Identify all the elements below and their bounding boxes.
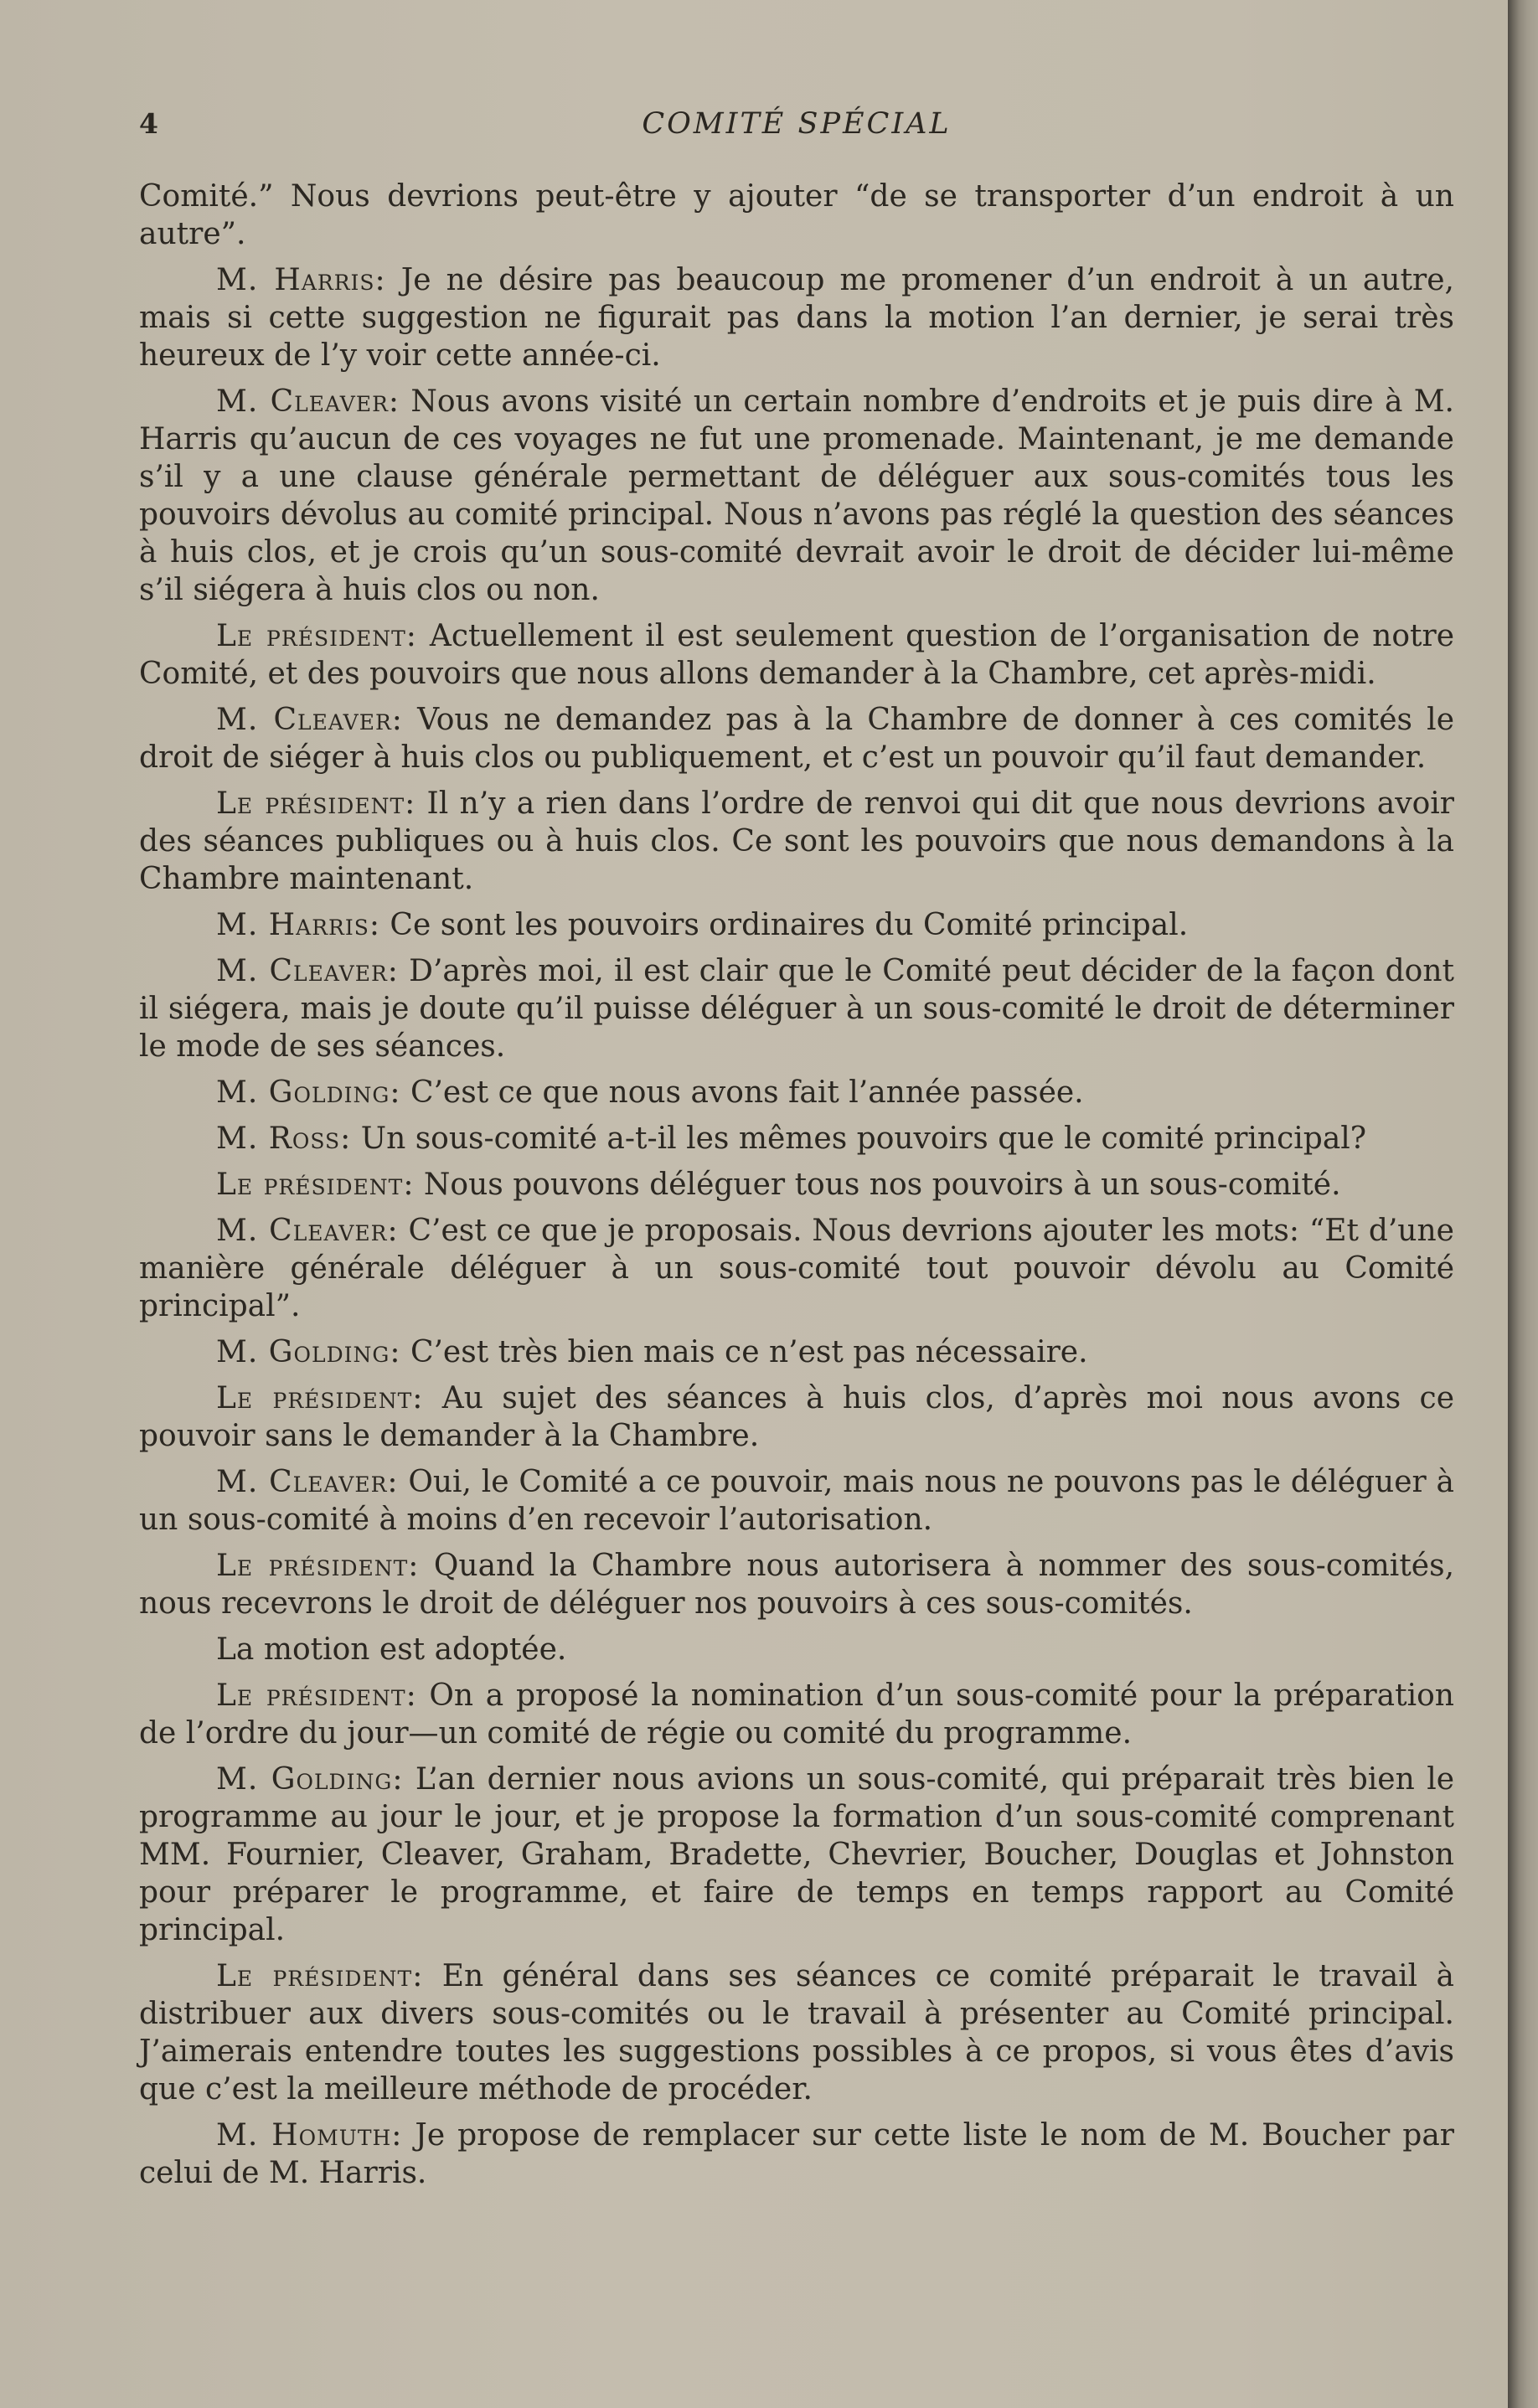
speaker-name: M. Cleaver: <box>216 1214 399 1248</box>
speaker-name: M. Harris: <box>216 263 386 297</box>
paragraph-text: Au sujet des séances à huis clos, d’après moi nous avons ce pouvoir sans le demander à la Chambre. <box>139 1381 1455 1453</box>
paragraph <box>139 952 1454 1065</box>
paragraph-text: L’an dernier nous avions un sous-comité, qui préparait très bien le programme au jour le jour, et je propose la formation d’un sous-comité comprenant MM. Fournier, Cleaver, Graham, Bradette, Chevrier, Boucher, Douglas et Johnston pour préparer le programme, et faire de temps en temps rapport au Comité principal. <box>139 1762 1455 1947</box>
paragraph-text: Un sous-comité a-t-il les mêmes pouvoirs que le comité principal? <box>351 1121 1367 1156</box>
paragraph-text: Oui, le Comité a ce pouvoir, mais nous ne pouvons pas le déléguer à un sous-comité à moins d’en recevoir l’autorisation. <box>139 1465 1454 1537</box>
paragraph <box>139 2117 1454 2192</box>
paragraph <box>139 178 1454 253</box>
paragraph-text: Je propose de remplacer sur cette liste le nom de M. Boucher par celui de M. Harris. <box>139 2118 1454 2190</box>
paragraph-text: Nous pouvons déléguer tous nos pouvoirs à un sous-comité. <box>414 1168 1341 1202</box>
page-body <box>139 178 1454 2200</box>
speaker-name: M. Harris: <box>216 908 380 942</box>
page-header <box>134 107 1459 149</box>
speaker-name: M. Cleaver: <box>216 954 399 988</box>
paragraph-text: Nous avons visité un certain nombre d’endroits et je puis dire à M. Harris qu’aucun de ces voyages ne fut une promenade. Maintenant, je me demande s’il y a une clause générale permettant de déléguer aux sous-comités tous les pouvoirs dévolus au comité principal. Nous n’avons pas réglé la question des séances à huis clos, et je crois qu’un sous-comité devrait avoir le droit de décider lui-même s’il siégera à huis clos ou non. <box>139 384 1455 607</box>
paragraph-text: La motion est adoptée. <box>216 1632 567 1667</box>
paragraph-text: On a proposé la nomination d’un sous-comité pour la préparation de l’ordre du jour—un comité de régie ou comité du programme. <box>139 1678 1454 1751</box>
paragraph-text: Quand la Chambre nous autorisera à nommer des sous-comités, nous recevrons le droit de déléguer nos pouvoirs à ces sous-comités. <box>139 1549 1455 1621</box>
paragraph <box>139 383 1454 609</box>
paragraph <box>139 701 1454 776</box>
running-title: COMITÉ SPÉCIAL <box>642 107 952 141</box>
paragraph-text: Il n’y a rien dans l’ordre de renvoi qui dit que nous devrions avoir des séances publiques ou à huis clos. Ce sont les pouvoirs que nous demandons à la Chambre maintenant. <box>139 786 1455 896</box>
paragraph <box>139 1379 1454 1455</box>
paragraph <box>139 1333 1454 1371</box>
speaker-name: M. Golding: <box>216 1335 401 1369</box>
paragraph-text: C’est très bien mais ce n’est pas nécessaire. <box>400 1335 1088 1369</box>
page-binding-edge <box>1508 0 1538 2408</box>
page-number: 4 <box>139 107 158 140</box>
paragraph-text: D’après moi, il est clair que le Comité peut décider de la façon dont il siégera, mais je doute qu’il puisse déléguer à un sous-comité le droit de déterminer le mode de ses séances. <box>139 954 1454 1064</box>
paragraph <box>139 1761 1454 1949</box>
paragraph <box>139 906 1454 944</box>
paragraph-text: C’est ce que je proposais. Nous devrions ajouter les mots: “Et d’une manière générale déléguer à un sous-comité tout pouvoir dévolu au Comité principal”. <box>139 1214 1454 1323</box>
speaker-name: M. Golding: <box>216 1075 401 1110</box>
paragraph <box>139 1463 1454 1539</box>
paragraph-text: Vous ne demandez pas à la Chambre de donner à ces comités le droit de siéger à huis clos ou publiquement, et c’est un pouvoir qu’il faut demander. <box>139 703 1454 775</box>
speaker-name: M. Ross: <box>216 1121 352 1156</box>
speaker-name: Le président: <box>216 1549 420 1583</box>
paragraph <box>139 1547 1454 1622</box>
speaker-name: M. Golding: <box>216 1762 404 1797</box>
paragraph <box>139 1957 1454 2108</box>
speaker-name: Le président: <box>216 786 416 821</box>
paragraph-text: C’est ce que nous avons fait l’année passée. <box>400 1075 1084 1110</box>
speaker-name: Le président: <box>216 619 417 653</box>
paragraph <box>139 785 1454 898</box>
paragraph <box>139 1677 1454 1752</box>
speaker-name: M. Cleaver: <box>216 384 400 419</box>
paragraph-text: Actuellement il est seulement question de l’organisation de notre Comité, et des pouvoirs que nous allons demander à la Chambre, cet après-midi. <box>139 619 1454 691</box>
paragraph-text: Comité.” Nous devrions peut-être y ajouter “de se transporter d’un endroit à un autre”. <box>139 179 1454 251</box>
speaker-name: M. Cleaver: <box>216 703 403 737</box>
paragraph <box>139 261 1454 374</box>
speaker-name: M. Cleaver: <box>216 1465 399 1499</box>
paragraph-text: En général dans ses séances ce comité préparait le travail à distribuer aux divers sous-comités ou le travail à présenter au Comité principal. J’aimerais entendre toutes les suggestions possibles à ce propos, si vous êtes d’avis que c’est la meilleure méthode de procéder. <box>139 1959 1454 2106</box>
speaker-name: M. Homuth: <box>216 2118 403 2153</box>
paragraph <box>139 1166 1454 1204</box>
speaker-name: Le président: <box>216 1381 424 1415</box>
speaker-name: Le président: <box>216 1168 415 1202</box>
paragraph-text: Ce sont les pouvoirs ordinaires du Comité principal. <box>379 908 1189 942</box>
speaker-name: Le président: <box>216 1678 417 1713</box>
paragraph <box>139 617 1454 693</box>
paragraph-text: Je ne désire pas beaucoup me promener d’un endroit à un autre, mais si cette suggestion ne figurait pas dans la motion l’an dernier, je serai très heureux de l’y voir cette année-ci. <box>139 263 1454 373</box>
speaker-name: Le président: <box>216 1959 424 1993</box>
paragraph <box>139 1074 1454 1111</box>
paragraph <box>139 1631 1454 1668</box>
paragraph <box>139 1212 1454 1325</box>
paragraph <box>139 1120 1454 1158</box>
